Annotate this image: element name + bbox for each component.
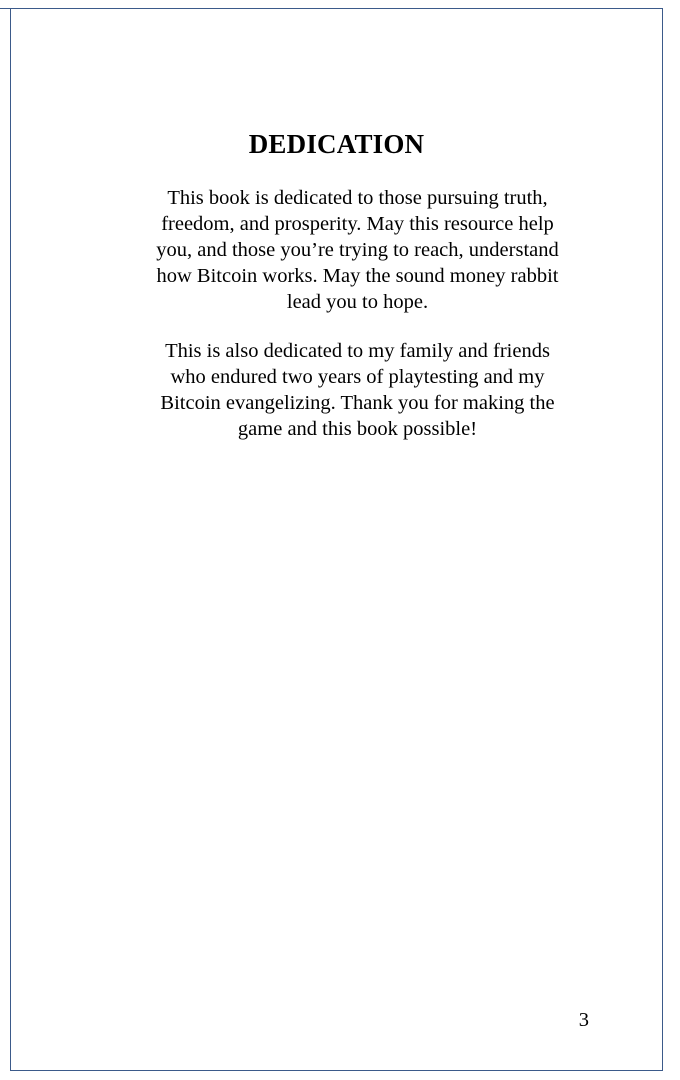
document-page [10, 8, 663, 1071]
page-edge-tick [0, 8, 10, 9]
dedication-paragraph-2: This is also dedicated to my family and friends who endured two years of playtesting and my Bitcoin evangelizing. Thank you for making the game and this book possible! [160, 340, 555, 440]
dedication-paragraph-1: This book is dedicated to those pursuing truth, freedom, and prosperity. May this resource help you, and those you’re trying to reach, understand how Bitcoin works. May the sound money rabbit lead you to hope. [156, 187, 559, 313]
page-number: 3 [578, 1009, 589, 1031]
page-title: DEDICATION [248, 129, 425, 159]
